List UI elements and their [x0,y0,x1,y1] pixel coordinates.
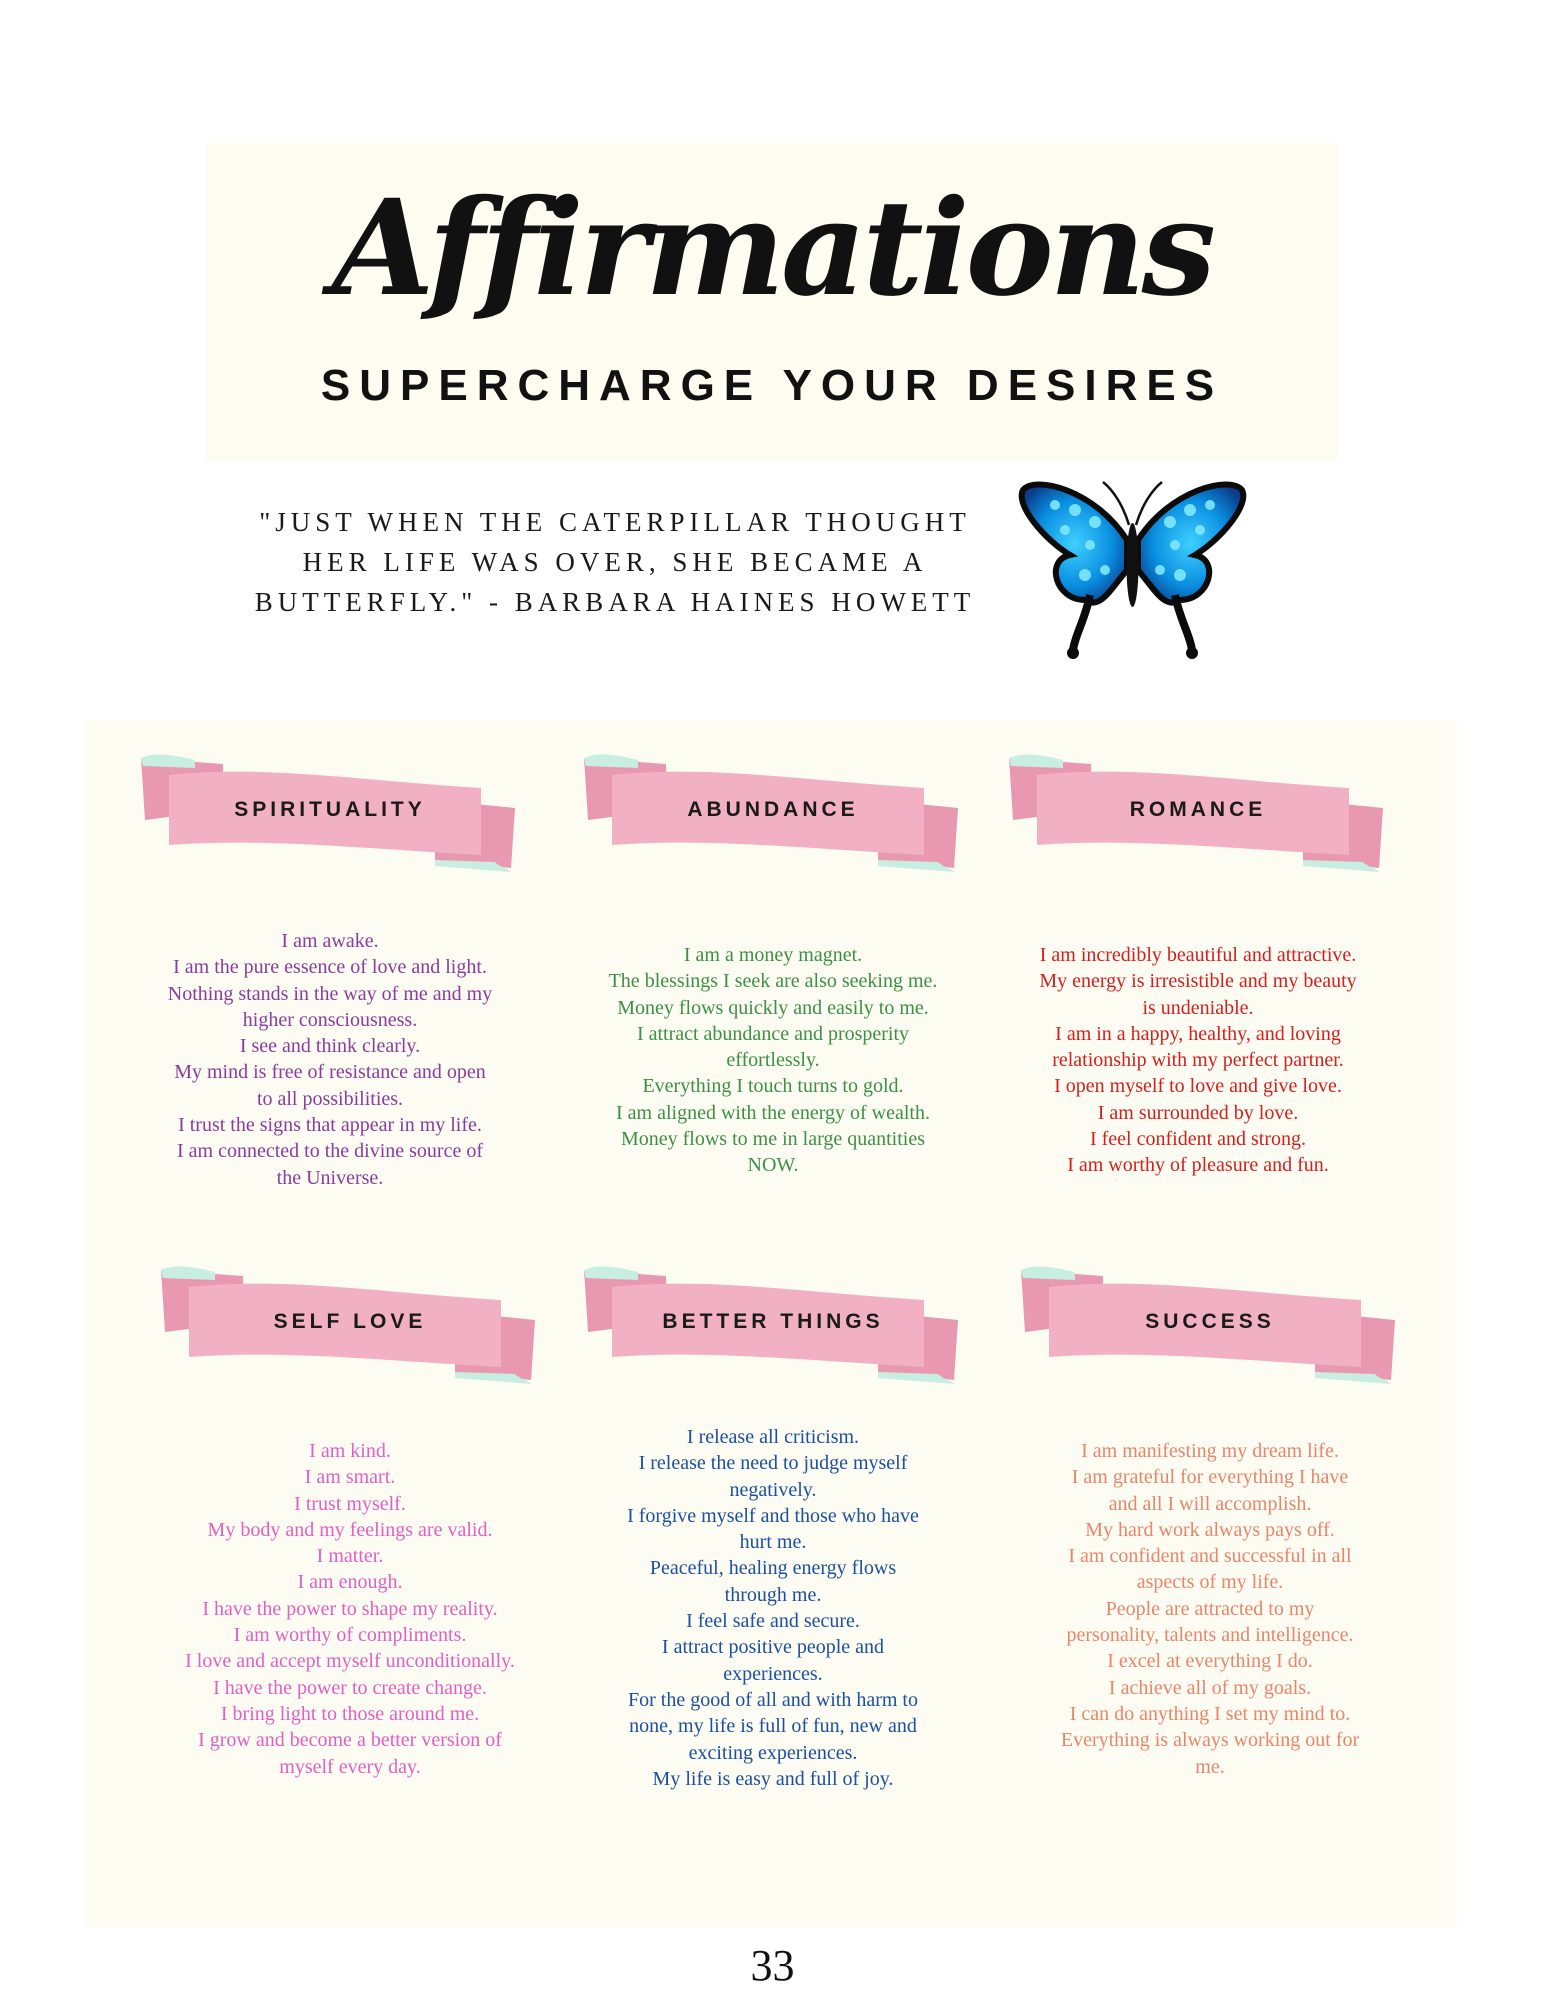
quote-line: BUTTERFLY." - BARBARA HAINES HOWETT [254,587,976,617]
page-title: Affirmations [332,171,1212,326]
affirmation-line: My energy is irresistible and my beauty [1039,970,1357,993]
page-subtitle: SUPERCHARGE YOUR DESIRES [320,361,1224,410]
affirmation-list [1000,1438,1420,1780]
affirmation-line: I am kind. [309,1440,391,1462]
section-title: BETTER THINGS [662,1310,884,1333]
affirmation-list [140,1438,560,1780]
affirmation-line: the Universe. [276,1166,384,1189]
quote [230,502,1000,622]
affirmation-line: relationship with my perfect partner. [1052,1049,1344,1072]
affirmation-line: effortlessly. [726,1049,820,1072]
affirmation-line: through me. [724,1583,822,1606]
affirmation-line: I am the pure essence of love and light. [173,956,487,979]
affirmation-line: personality, talents and intelligence. [1066,1624,1354,1647]
affirmation-line: I am enough. [297,1571,403,1594]
affirmation-line: I achieve all of my goals. [1108,1676,1312,1699]
affirmation-line: I feel safe and secure. [686,1610,860,1633]
affirmation-line: myself every day. [279,1755,421,1778]
affirmation-line: I release all criticism. [686,1426,860,1448]
affirmation-line: My hard work always pays off. [1085,1518,1335,1541]
affirmation-line: I am smart. [304,1466,396,1489]
section-title: SELF LOVE [273,1310,427,1333]
affirmation-line: experiences. [723,1662,823,1685]
affirmation-line: I trust the signs that appear in my life. [178,1114,482,1137]
affirmation-line: I love and accept myself unconditionally. [185,1650,515,1673]
section-title: SUCCESS [1145,1310,1275,1333]
section-title: ROMANCE [1129,798,1267,821]
affirmation-line: NOW. [747,1154,799,1177]
affirmation-line: I am worthy of compliments. [233,1624,467,1647]
affirmation-line: to all possibilities. [256,1087,404,1110]
affirmation-line: I grow and become a better version of [198,1729,502,1752]
affirmation-line: I am a money magnet. [683,944,863,966]
affirmation-line: People are attracted to my [1105,1597,1315,1620]
affirmation-line: My body and my feelings are valid. [207,1518,493,1541]
page-number: 33 [750,1941,795,1990]
affirmation-line: Nothing stands in the way of me and my [167,982,493,1005]
affirmation-line: I open myself to love and give love. [1054,1075,1342,1098]
affirmation-line: I have the power to create change. [213,1676,487,1699]
affirmation-line: and all I will accomplish. [1108,1492,1312,1515]
affirmation-line: I trust myself. [294,1492,406,1515]
affirmation-line: exciting experiences. [688,1741,858,1764]
affirmation-line: I bring light to those around me. [220,1702,480,1725]
affirmation-line: I am grateful for everything I have [1071,1466,1349,1489]
affirmation-line: I matter. [316,1545,384,1568]
affirmation-line: I can do anything I set my mind to. [1069,1702,1351,1725]
affirmation-line: The blessings I seek are also seeking me. [608,970,938,993]
affirmation-line: I am manifesting my dream life. [1081,1440,1339,1462]
affirmation-line: I am aligned with the energy of wealth. [616,1101,930,1124]
affirmation-line: My mind is free of resistance and open [174,1061,486,1084]
section-title: ABUNDANCE [687,798,859,821]
affirmation-line: none, my life is full of fun, new and [629,1715,917,1738]
affirmation-line: Everything I touch turns to gold. [642,1075,904,1098]
affirmation-line: I see and think clearly. [239,1035,421,1058]
quote-line: "JUST WHEN THE CATERPILLAR THOUGHT [259,507,971,537]
header-banner [206,143,1338,461]
affirmation-line: aspects of my life. [1136,1571,1284,1594]
affirmation-line: I feel confident and strong. [1089,1128,1307,1151]
affirmation-list [120,928,540,1191]
affirmation-line: My life is easy and full of joy. [652,1767,894,1790]
affirmation-line: I am surrounded by love. [1097,1101,1299,1124]
section-title: SPIRITUALITY [234,798,426,821]
affirmation-line: I am connected to the divine source of [177,1140,483,1163]
affirmation-line: I am confident and successful in all [1068,1545,1352,1568]
affirmation-line: I am incredibly beautiful and attractive. [1039,944,1357,966]
affirmation-line: I am awake. [281,930,379,952]
affirmation-line: hurt me. [739,1531,807,1554]
affirmation-line: I have the power to shape my reality. [202,1597,498,1620]
affirmation-line: I release the need to judge myself [638,1452,908,1475]
affirmation-line: I am in a happy, healthy, and loving [1055,1022,1341,1045]
affirmation-line: negatively. [729,1478,817,1501]
affirmation-line: I excel at everything I do. [1107,1650,1313,1673]
affirmation-line: me. [1195,1755,1225,1778]
affirmation-list [563,942,983,1179]
affirmation-line: higher consciousness. [242,1008,418,1031]
affirmation-line: is undeniable. [1142,996,1254,1019]
butterfly-icon [1015,470,1250,670]
affirmation-line: For the good of all and with harm to [628,1688,918,1711]
affirmation-line: Money flows quickly and easily to me. [617,996,929,1019]
affirmation-line: I am worthy of pleasure and fun. [1067,1154,1329,1177]
affirmation-line: Money flows to me in large quantities [620,1128,926,1151]
affirmations-panel [85,720,1457,1928]
quote-line: HER LIFE WAS OVER, SHE BECAME A [302,547,928,577]
affirmation-line: Peaceful, healing energy flows [649,1557,897,1580]
affirmation-line: Everything is always working out for [1060,1729,1360,1752]
affirmation-line: I forgive myself and those who have [627,1504,919,1527]
affirmation-list [563,1424,983,1792]
affirmation-line: I attract abundance and prosperity [636,1022,910,1045]
affirmation-list [988,942,1408,1179]
affirmation-line: I attract positive people and [661,1636,885,1659]
